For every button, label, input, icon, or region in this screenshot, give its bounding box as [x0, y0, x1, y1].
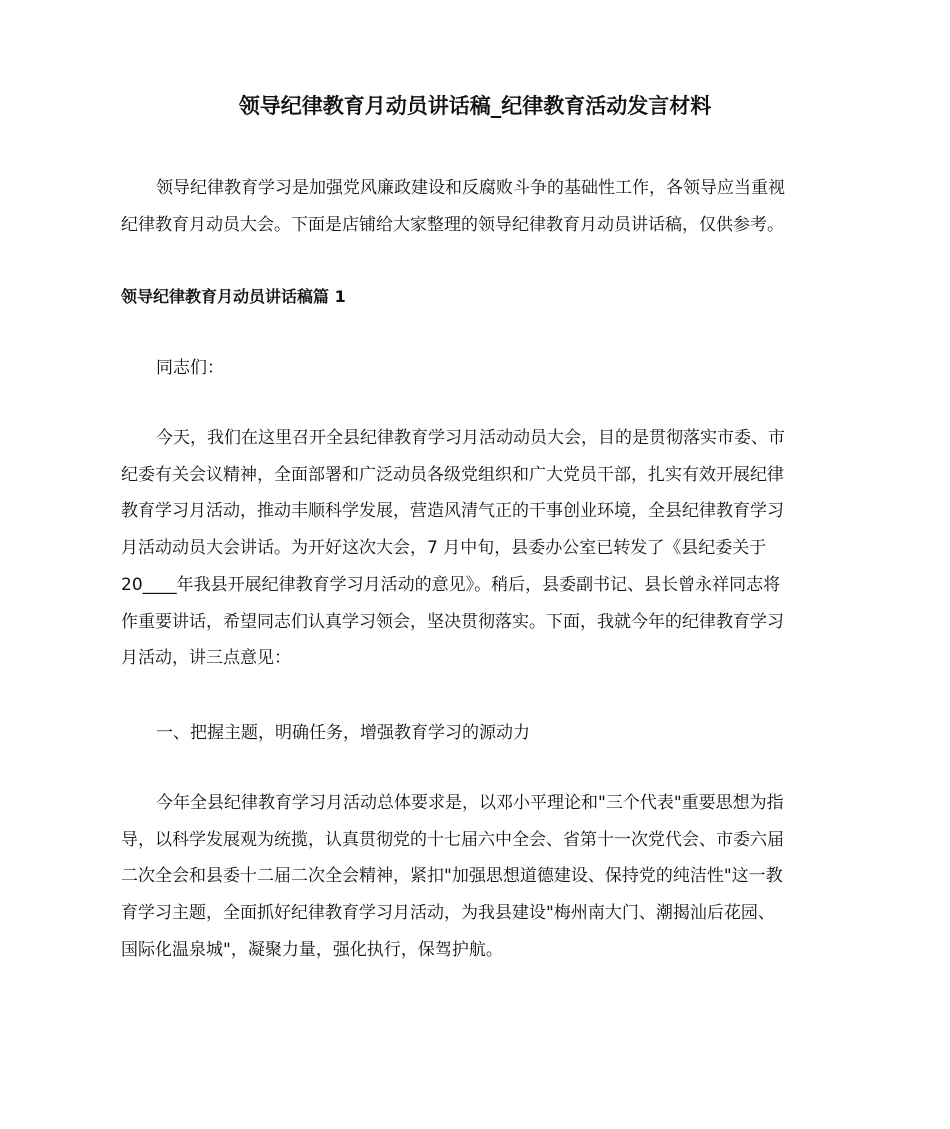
body-line: 教育学习月活动，推动丰顺科学发展，营造风清气正的干事创业环境，全县纪律教育学习 — [121, 501, 784, 522]
point-one-line: 今年全县纪律教育学习月活动总体要求是，以邓小平理论和"三个代表"重要思想为指 — [156, 793, 784, 813]
section-heading: 领导纪律教育月动员讲话稿篇 1 — [121, 287, 346, 306]
body-line: 纪委有关会议精神，全面部署和广泛动员各级党组织和广大党员干部，扎实有效开展纪律 — [121, 464, 784, 485]
intro-paragraph — [121, 170, 831, 243]
body-line: 月活动，讲三点意见： — [121, 648, 291, 669]
intro-line: 纪律教育月动员大会。下面是店铺给大家整理的领导纪律教育月动员讲话稿，仅供参考。 — [121, 214, 784, 235]
intro-line: 领导纪律教育学习是加强党风廉政建设和反腐败斗争的基础性工作，各领导应当重视 — [156, 178, 785, 198]
point-one-paragraph — [121, 785, 831, 969]
body-line: 今天，我们在这里召开全县纪律教育学习月活动动员大会，目的是贯彻落实市委、市 — [156, 428, 785, 448]
body-line: 20____年我县开展纪律教育学习月活动的意见》。稍后，县委副书记、县长曾永祥同志将 — [121, 574, 781, 595]
point-one-line: 二次全会和县委十二届二次全会精神，紧扣"加强思想道德建设、保持党的纯洁性"这一教 — [121, 866, 783, 887]
point-one-line: 国际化温泉城"，凝聚力量，强化执行，保驾护航。 — [121, 939, 503, 960]
salutation: 同志们： — [156, 358, 224, 378]
body-line: 月活动动员大会讲话。为开好这次大会，7 月中旬，县委办公室已转发了《县纪委关于 — [121, 538, 767, 559]
body-line: 作重要讲话，希望同志们认真学习领会，坚决贯彻落实。下面，我就今年的纪律教育学习 — [121, 611, 784, 632]
point-one-heading: 一、把握主题，明确任务，增强教育学习的源动力 — [156, 723, 530, 743]
body-paragraph — [121, 420, 831, 677]
point-one-line: 育学习主题，全面抓好纪律教育学习月活动，为我县建设"梅州南大门、潮揭汕后花园、 — [121, 903, 775, 924]
point-one-line: 导，以科学发展观为统揽，认真贯彻党的十七届六中全会、省第十一次党代会、市委六届 — [121, 829, 784, 850]
document-title: 领导纪律教育月动员讲话稿_纪律教育活动发言材料 — [238, 94, 712, 118]
